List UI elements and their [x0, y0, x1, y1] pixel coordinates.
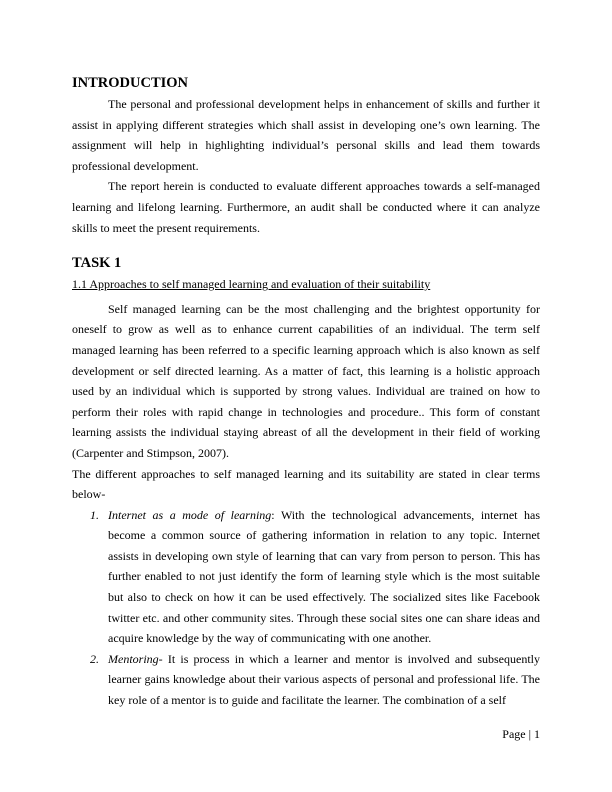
list-item-text: : With the technological advancements, internet has become a common source of gathering information in relation to any topic. Internet assists in developing own style of learning that can vary from person to person. This has further enabled to not just identify the form of learning style which is the most suitable but also to check on how it can be used effectively. The socialized sites like Facebook twitter etc. and other community sites. Through these social sites one can share ideas and acquire knowledge by the way of communicating with one another. — [108, 507, 541, 646]
page-content — [72, 72, 540, 711]
task1-paragraph-2: The different approaches to self managed learning and its suitability are stated in clear terms below- — [72, 466, 540, 502]
list-item-number: 1. — [90, 507, 99, 522]
list-item-number: 2. — [90, 651, 99, 666]
list-item — [72, 505, 540, 649]
list-item-text: - It is process in which a learner and mentor is involved and subsequently learner gains knowledge about their various aspects of personal and professional life. The key role of a mentor is to guide and facilitate the learner. The combination of a self — [108, 651, 540, 708]
task1-paragraph-1: Self managed learning can be the most challenging and the brightest opportunity for oneself to grow as well as to enhance current capabilities of an individual. The term self managed learning has been referred to a specific learning approach which is also known as self development or self directed learning. As a matter of fact, this learning is a holistic approach used by an individual which is supported by strong values. Individual are trained on how to perform their roles with rapid change in technologies and procedure.. This form of constant learning assists the individual staying abreast of all the development in their field of working (Carpenter and Stimpson, 2007). — [72, 301, 540, 460]
intro-heading: INTRODUCTION — [72, 75, 189, 91]
page-number: Page | 1 — [502, 727, 540, 741]
task1-heading: TASK 1 — [72, 255, 122, 272]
intro-paragraph-1: The personal and professional development helps in enhancement of skills and further it assist in applying different strategies which shall assist in developing one’s own learning. The assignment will help in highlighting individual’s personal skills and lead them towards professional development. — [72, 97, 540, 173]
list-item-title: Mentoring — [108, 651, 159, 666]
approaches-list — [72, 505, 540, 711]
section-subheading: 1.1 Approaches to self managed learning and evaluation of their suitability — [72, 277, 431, 292]
intro-paragraph-2: The report herein is conducted to evaluate different approaches towards a self-managed learning and lifelong learning. Furthermore, an audit shall be conducted where it can analyze skills to meet the present requirements. — [72, 179, 540, 235]
list-item — [72, 649, 540, 711]
list-item-title: Internet as a mode of learning — [108, 507, 272, 522]
